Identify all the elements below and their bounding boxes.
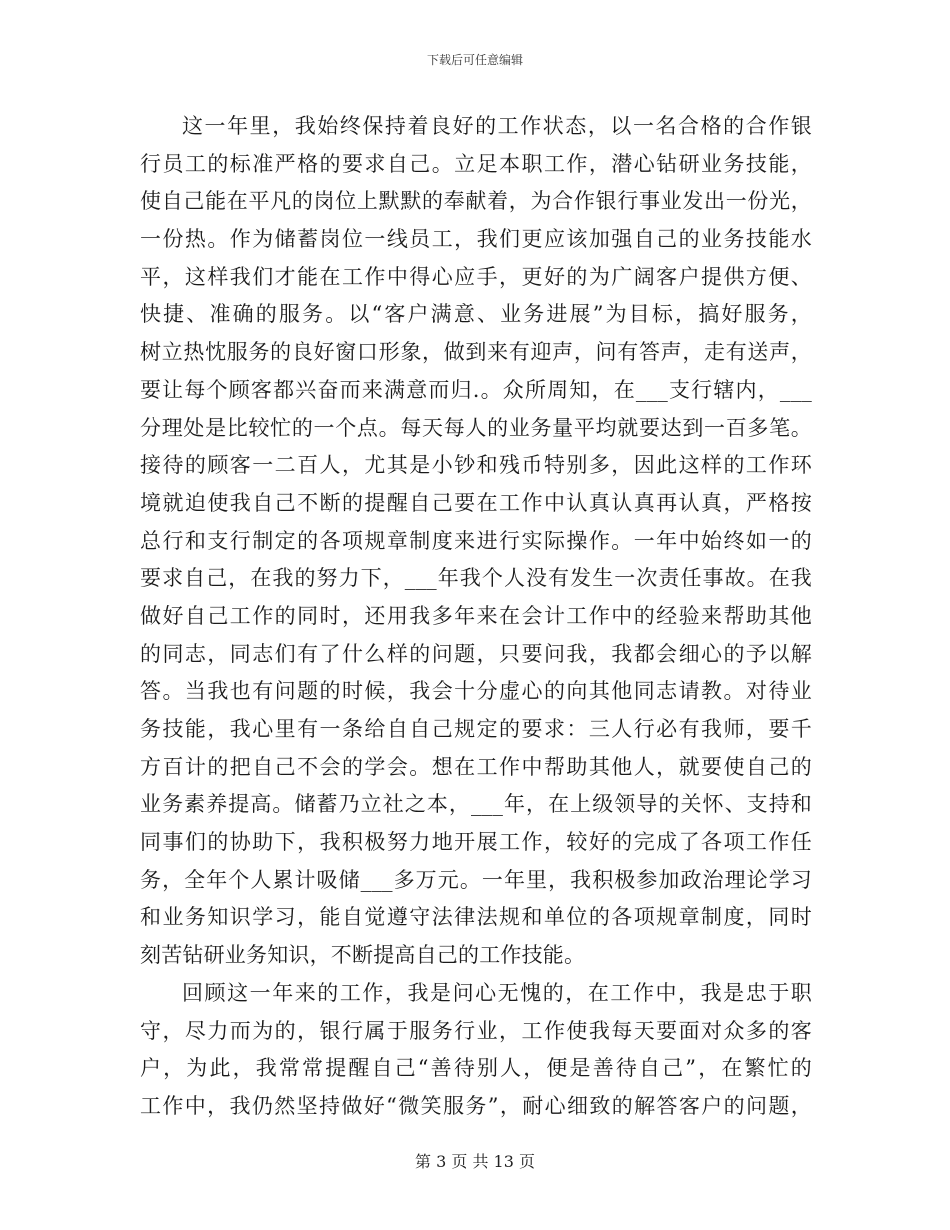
text-line: 要让每个顾客都兴奋而来满意而归.。众所周知，在___支行辖内，___	[140, 377, 812, 402]
page-number: 第 3 页 共 13 页	[415, 1152, 535, 1171]
text-line: 答。当我也有问题的时候，我会十分虚心的向其他同志请教。对待业	[140, 679, 812, 704]
text-line: 业务素养提高。储蓄乃立社之本，___年，在上级领导的关怀、支持和	[140, 792, 812, 817]
text-line: 境就迫使我自己不断的提醒自己要在工作中认真认真再认真，严格按	[140, 490, 812, 515]
text-line: 同事们的协助下，我积极努力地开展工作，较好的完成了各项工作任	[140, 830, 812, 855]
text-line: 要求自己，在我的努力下，___年我个人没有发生一次责任事故。在我	[140, 566, 812, 591]
text-line: 务，全年个人累计吸储___多万元。一年里，我积极参加政治理论学习	[140, 867, 812, 892]
text-line: 快捷、准确的服务。以“客户满意、业务进展”为目标，搞好服务，	[140, 302, 812, 327]
text-line: 刻苦钻研业务知识，不断提高自己的工作技能。	[140, 943, 586, 968]
text-line: 的同志，同志们有了什么样的问题，只要问我，我都会细心的予以解	[140, 641, 812, 666]
text-line: 使自己能在平凡的岗位上默默的奉献着，为合作银行事业发出一份光，	[140, 189, 812, 214]
text-line: 守，尽力而为的，银行属于服务行业，工作使我每天要面对众多的客	[140, 1018, 812, 1043]
document-body	[140, 108, 812, 1126]
text-line: 接待的顾客一二百人，尤其是小钞和残币特别多，因此这样的工作环	[140, 453, 812, 478]
text-line: 工作中，我仍然坚持做好“微笑服务”，耐心细致的解答客户的问题，	[140, 1093, 812, 1118]
text-line: 方百计的把自己不会的学会。想在工作中帮助其他人，就要使自己的	[140, 754, 812, 779]
text-line: 回顾这一年来的工作，我是问心无愧的，在工作中，我是忠于职	[182, 980, 812, 1005]
text-line: 务技能，我心里有一条给自自己规定的要求：三人行必有我师，要千	[140, 717, 812, 741]
text-line: 总行和支行制定的各项规章制度来进行实际操作。一年中始终如一的	[140, 528, 812, 553]
text-line: 平，这样我们才能在工作中得心应手，更好的为广阔客户提供方便、	[140, 264, 812, 289]
text-line: 一份热。作为储蓄岗位一线员工，我们更应该加强自己的业务技能水	[140, 227, 812, 252]
page-header-note: 下载后可任意编辑	[426, 53, 523, 67]
text-line: 行员工的标准严格的要求自己。立足本职工作，潜心钻研业务技能，	[140, 151, 812, 176]
text-line: 树立热忱服务的良好窗口形象，做到来有迎声，问有答声，走有送声，	[140, 340, 812, 365]
text-line: 做好自己工作的同时，还用我多年来在会计工作中的经验来帮助其他	[140, 603, 812, 628]
text-line: 户，为此，我常常提醒自己“善待别人，便是善待自己”，在繁忙的	[140, 1056, 812, 1081]
text-line: 和业务知识学习，能自觉遵守法律法规和单位的各项规章制度，同时	[140, 905, 812, 930]
text-line: 分理处是比较忙的一个点。每天每人的业务量平均就要达到一百多笔。	[140, 415, 812, 440]
text-line: 这一年里，我始终保持着良好的工作状态，以一名合格的合作银	[182, 114, 812, 138]
